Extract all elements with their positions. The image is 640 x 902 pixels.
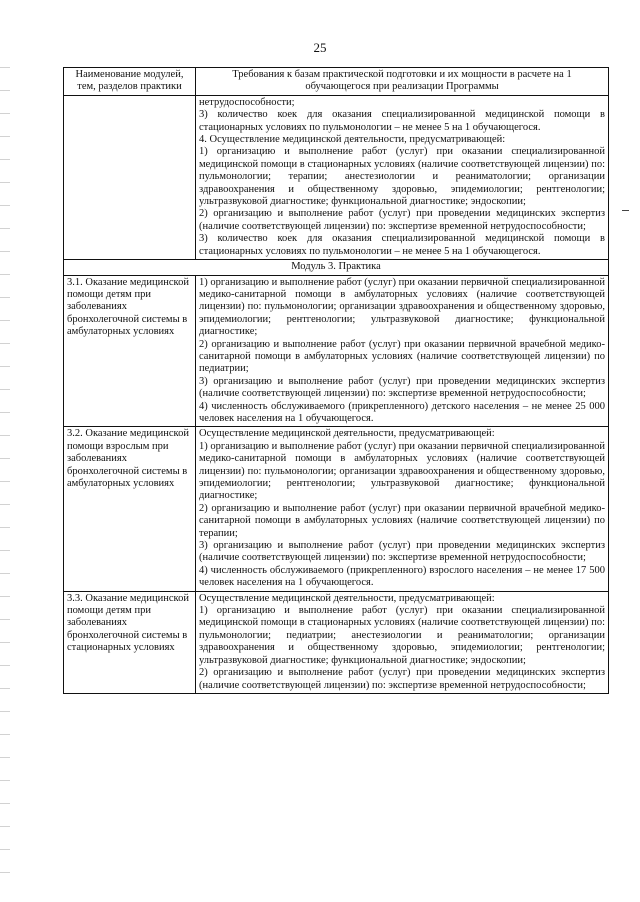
req-line: 1) организацию и выполнение работ (услуг) при оказании специализированной медицинской помощи в стационарных условиях (наличие соответствующей лицензии) по: пульмонологии; педиатрии; анестезиологии и реаниматологии; организации здравоохранения и общественному здоровью, эпидемиологии; рентгенологии; ультразвуковой диагностике; функциональной диагностике; эндоскопии; xyxy=(199,605,605,666)
req-line: нетрудоспособности; xyxy=(199,96,295,108)
table-row-continuation xyxy=(64,95,609,259)
row-reqs-3-3 xyxy=(196,591,609,693)
req-line: 3) количество коек для оказания специализированной медицинской помощи в стационарных условиях по пульмонологии – не менее 5 на 1 обучающегося. xyxy=(199,233,605,257)
req-line: 2) организацию и выполнение работ (услуг) при проведении медицинских экспертиз (наличие соответствующей лицензии) по: экспертизе временной нетрудоспособности; xyxy=(199,667,605,691)
req-line: 2) организацию и выполнение работ (услуг) при проведении медицинских экспертиз (наличие соответствующей лицензии) по: экспертизе временной нетрудоспособности; xyxy=(199,208,605,232)
module-title: Модуль 3. Практика xyxy=(64,260,609,275)
req-line: 3) организацию и выполнение работ (услуг) при проведении медицинских экспертиз (наличие соответствующей лицензии) по: экспертизе временной нетрудоспособности; xyxy=(199,375,605,400)
req-line: 1) организацию и выполнение работ (услуг) при оказании первичной специализированной медико-санитарной помощи в амбулаторных условиях (наличие соответствующей лицензии) по: пульмонологии; организации здравоохранения и общественному здоровью, эпидемиологии; рентгенологии; ультразвуковой диагностике; функциональной диагностике; xyxy=(199,276,605,338)
scan-margin-tick xyxy=(622,210,629,211)
continuation-req-cell xyxy=(196,95,609,259)
table-header-row xyxy=(64,68,609,96)
req-line: 3) организацию и выполнение работ (услуг) при проведении медицинских экспертиз (наличие соответствующей лицензии) по: экспертизе временной нетрудоспособности; xyxy=(199,540,605,564)
req-line: 4. Осуществление медицинской деятельности, предусматривающей: xyxy=(199,134,506,146)
req-line: 4) численность обслуживаемого (прикрепленного) детского населения – не менее 25 000 человек населения на 1 обучающегося. xyxy=(199,400,605,424)
req-line: 4) численность обслуживаемого (прикрепленного) взрослого населения – не менее 17 500 человек населения на 1 обучающегося. xyxy=(199,564,605,589)
req-line: 2) организацию и выполнение работ (услуг) при оказании первичной врачебной медико-санитарной помощи в амбулаторных условиях (наличие соответствующей лицензии) по педиатрии; xyxy=(199,338,605,375)
req-line: 1) организацию и выполнение работ (услуг) при оказании специализированной медицинской помощи в стационарных условиях (наличие соответствующей лицензии) по: пульмонологии; терапии; анестезиологии и реаниматологии; организации здравоохранения и общественному здоровью, эпидемиологии; рентгенологии; ультразвуковой диагностике; функциональной диагностике; эндоскопии; xyxy=(199,146,605,208)
req-line: 2) организацию и выполнение работ (услуг) при оказании первичной врачебной медико-санитарной помощи в амбулаторных условиях (наличие соответствующей лицензии) по терапии; xyxy=(199,502,605,539)
header-col-modules: Наименование модулей, тем, разделов практики xyxy=(64,68,196,96)
row-reqs-3-2 xyxy=(196,427,609,591)
req-line: 3) количество коек для оказания специализированной медицинской помощи в стационарных условиях по пульмонологии – не менее 5 на 1 обучающегося. xyxy=(199,109,605,133)
row-name-3-3: 3.3. Оказание медицинской помощи детям при заболеваниях бронхолегочной системы в стационарных условиях xyxy=(64,591,196,693)
scan-edge-marks xyxy=(0,60,10,880)
row-reqs-3-1 xyxy=(196,275,609,427)
table-row xyxy=(64,275,609,427)
continuation-name-cell xyxy=(64,95,196,259)
header-col-requirements: Требования к базам практической подготовки и их мощности в расчете на 1 обучающегося при реализации Программы xyxy=(196,68,609,96)
table-row xyxy=(64,427,609,591)
page-number: 25 xyxy=(313,40,327,55)
row-name-3-2: 3.2. Оказание медицинской помощи взрослым при заболеваниях бронхолегочной системы в амбулаторных условиях xyxy=(64,427,196,591)
practice-requirements-table xyxy=(63,67,609,694)
row-name-3-1: 3.1. Оказание медицинской помощи детям при заболеваниях бронхолегочной системы в амбулаторных условиях xyxy=(64,275,196,427)
module-title-row xyxy=(64,260,609,275)
table-row xyxy=(64,591,609,693)
req-line: 1) организацию и выполнение работ (услуг) при оказании первичной специализированной медико-санитарной помощи в амбулаторных условиях (наличие соответствующей лицензии) по: пульмонологии; организации здравоохранения и общественному здоровью, эпидемиологии; рентгенологии; ультразвуковой диагностике; функциональной диагностике; xyxy=(199,440,605,502)
req-line: Осуществление медицинской деятельности, предусматривающей: xyxy=(199,592,495,604)
req-line: Осуществление медицинской деятельности, предусматривающей: xyxy=(199,428,495,440)
